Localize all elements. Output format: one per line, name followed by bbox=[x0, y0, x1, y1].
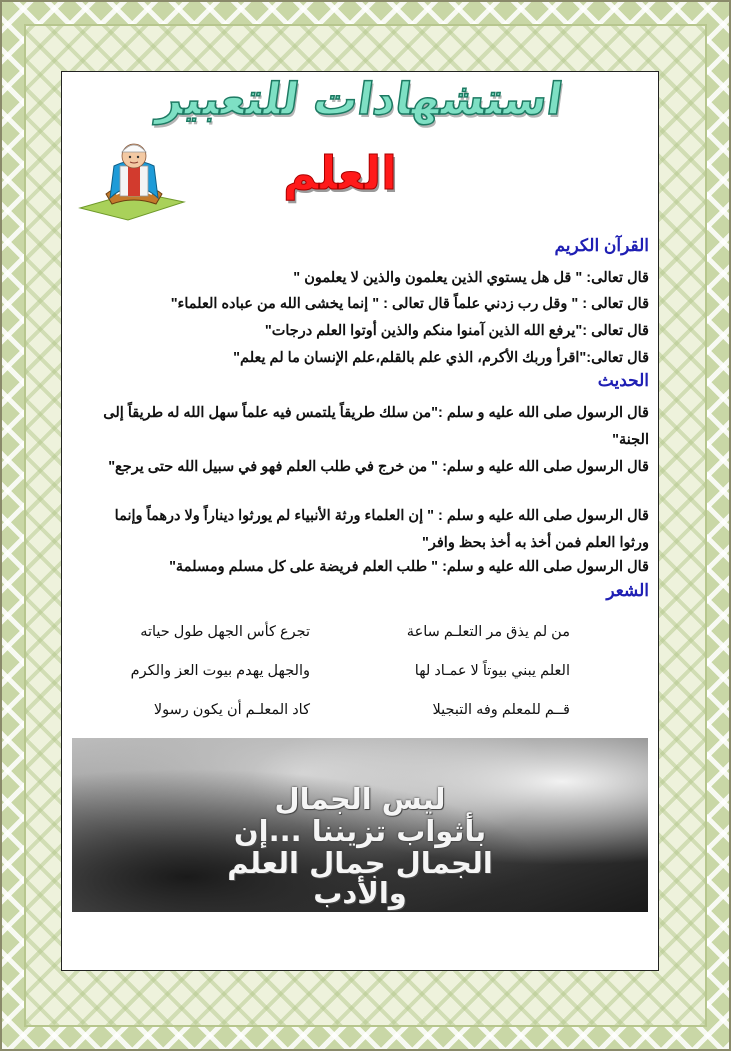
quran-line: قال تعالى : " وقل رب زدني علماً قال تعالى : " إنما يخشى الله من عباده العلماء" bbox=[170, 296, 649, 312]
quote-banner-image bbox=[72, 738, 648, 912]
quran-line: قال تعالى :"يرفع الله الذين آمنوا منكم والذين أوتوا العلم درجات" bbox=[264, 323, 649, 339]
poem-verse bbox=[110, 624, 580, 646]
hadith-line: قال الرسول صلى الله عليه و سلم: " طلب العلم فريضة على كل مسلم ومسلمة" bbox=[169, 559, 649, 575]
hadith-line: قال الرسول صلى الله عليه و سلم :"من سلك طريقاً يلتمس فيه علماً سهل الله له طريقاً إلى الجنة" bbox=[103, 405, 649, 448]
child-reading-quran-illustration bbox=[76, 136, 186, 222]
banner-quote-line: بأثواب تزيننا ...إن bbox=[233, 814, 487, 848]
poem-second-hemistich: كاد المعلـم أن يكون رسولا bbox=[153, 702, 310, 718]
poem-verse bbox=[110, 663, 580, 685]
banner-quote-line: والأدب bbox=[313, 876, 407, 910]
poem-second-hemistich: تجرع كأس الجهل طول حياته bbox=[140, 624, 310, 640]
page-title: استشهادات للتعبير bbox=[154, 74, 566, 125]
hadith-heading: الحديث bbox=[597, 371, 649, 390]
poem-first-hemistich: من لم يذق مر التعلـم ساعة bbox=[406, 624, 570, 640]
banner-quote-line: الجمال جمال العلم bbox=[227, 846, 493, 880]
topic-title: العلم bbox=[283, 146, 397, 200]
poem-verse bbox=[110, 702, 580, 724]
quran-line: قال تعالى:"اقرأ وربك الأكرم، الذي علم بالقلم،علم الإنسان ما لم يعلم" bbox=[233, 350, 649, 366]
quran-line: قال تعالى: " قل هل يستوي الذين يعلمون والذين لا يعلمون " bbox=[293, 270, 649, 286]
hadith-line: قال الرسول صلى الله عليه و سلم : " إن العلماء ورثة الأنبياء لم يورثوا ديناراً ولا درهماً وإنما ورثوا العلم فمن أخذ به أخذ بحظ وافر" bbox=[114, 508, 649, 551]
poem-first-hemistich: العلم يبني بيوتاً لا عمـاد لها bbox=[414, 663, 570, 679]
poem-second-hemistich: والجهل يهدم بيوت العز والكرم bbox=[130, 663, 310, 679]
banner-quote-line: ليس الجمال bbox=[274, 782, 446, 816]
poem-first-hemistich: قــم للمعلم وفه التبجيلا bbox=[432, 702, 570, 718]
hadith-line: قال الرسول صلى الله عليه و سلم: " من خرج في طلب العلم فهو في سبيل الله حتى يرجع" bbox=[108, 459, 649, 475]
poetry-heading: الشعر bbox=[606, 581, 649, 600]
quran-heading: القرآن الكريم bbox=[554, 236, 649, 255]
